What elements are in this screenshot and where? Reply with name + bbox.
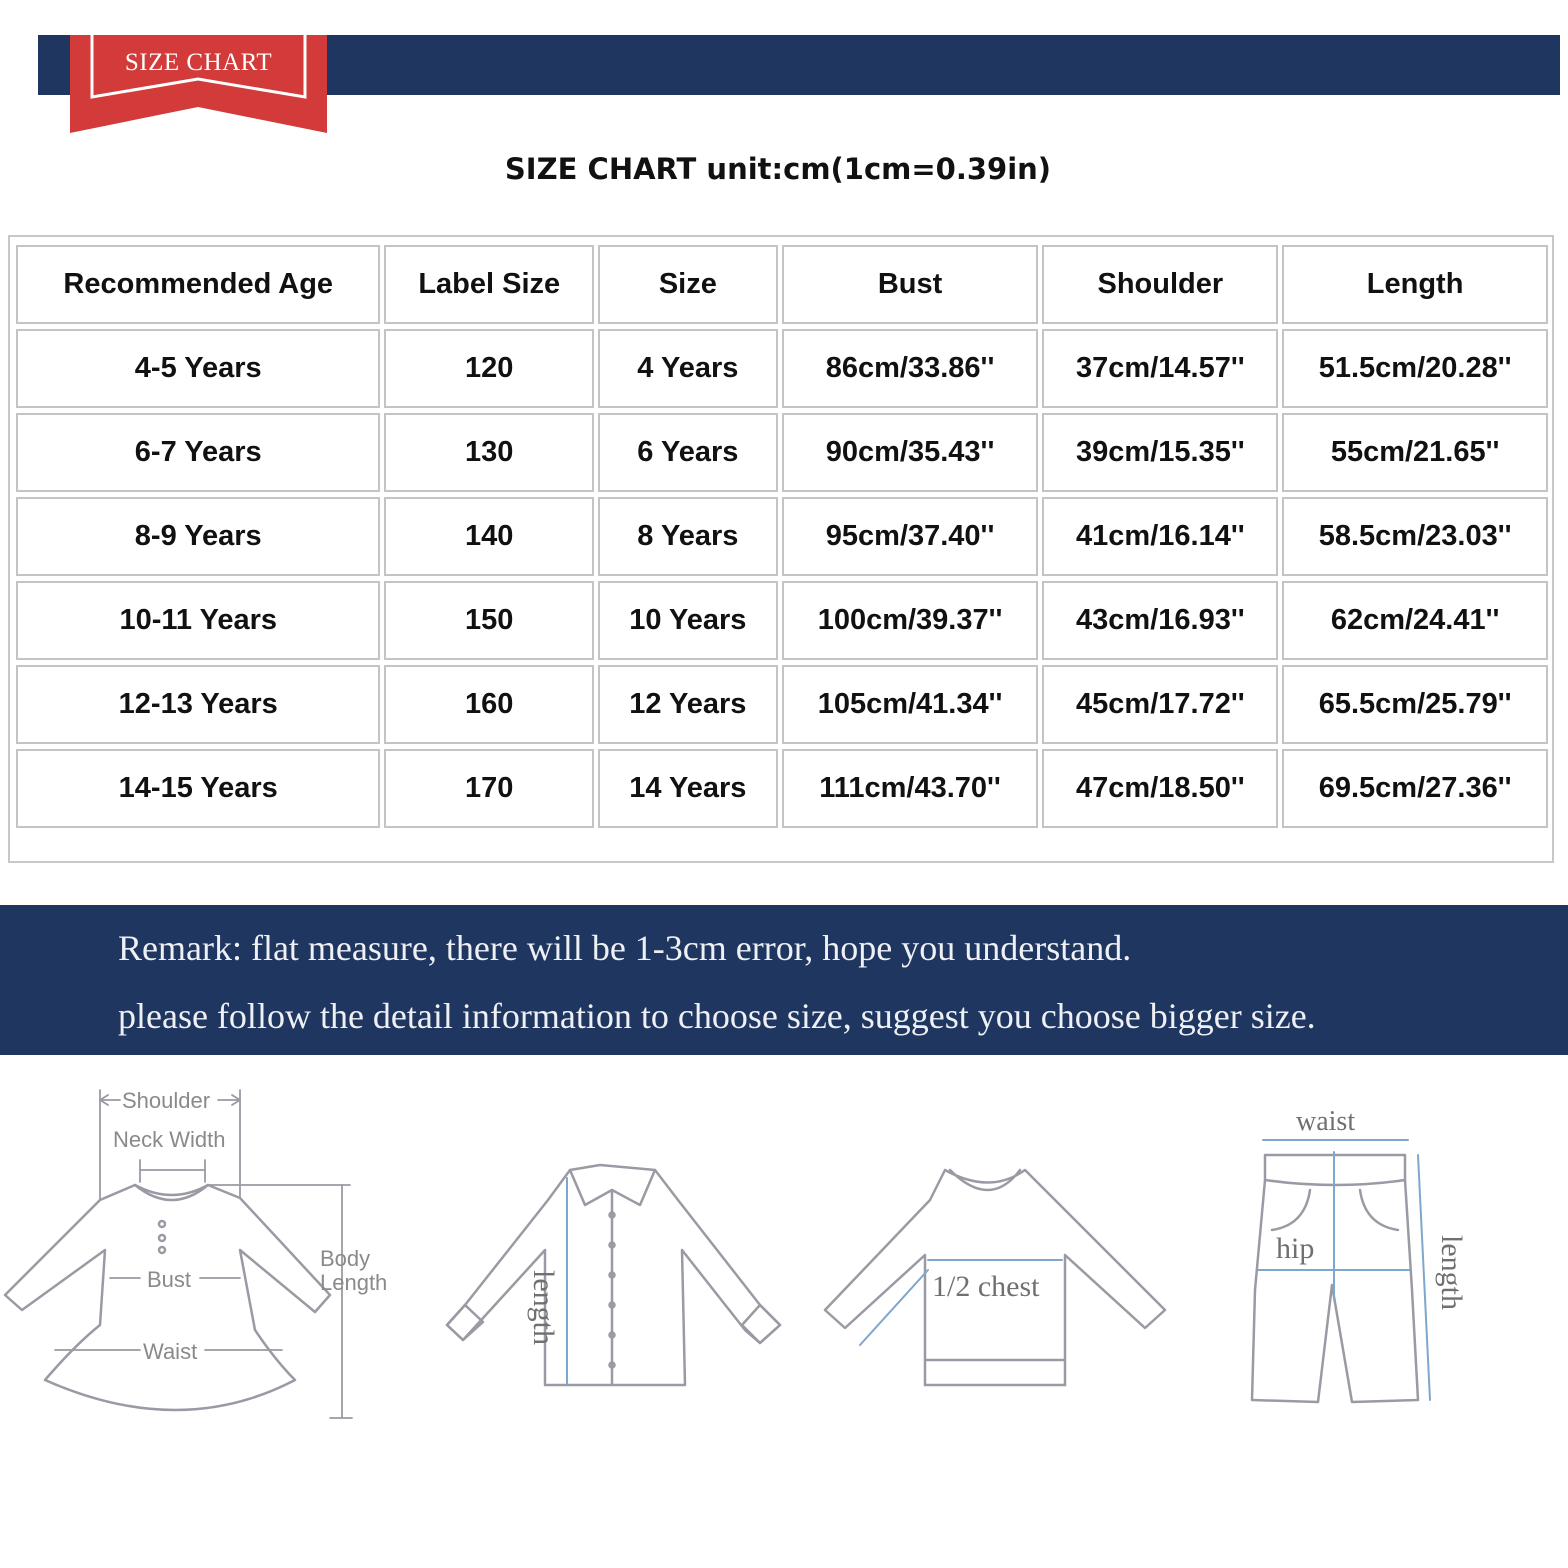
table-row — [16, 581, 1548, 660]
dress-shoulder-label: Shoulder — [122, 1088, 211, 1113]
table-cell: 12-13 Years — [16, 665, 380, 744]
table-cell: 160 — [384, 665, 594, 744]
table-cell: 14-15 Years — [16, 749, 380, 828]
table-cell: 6-7 Years — [16, 413, 380, 492]
remark-line-2: please follow the detail information to choose size, suggest you choose bigger size. — [118, 996, 1316, 1036]
dress-body-length-label-2: Length — [320, 1270, 388, 1295]
table-header-row — [16, 245, 1548, 324]
table-cell: 47cm/18.50'' — [1042, 749, 1278, 828]
table-cell: 105cm/41.34'' — [782, 665, 1039, 744]
dress-body-length-label-1: Body — [320, 1246, 371, 1271]
table-cell: 43cm/16.93'' — [1042, 581, 1278, 660]
table-cell: 10 Years — [598, 581, 778, 660]
table-cell: 100cm/39.37'' — [782, 581, 1039, 660]
dress-bust-label: Bust — [147, 1267, 192, 1292]
size-table-frame — [8, 235, 1554, 863]
table-cell: 69.5cm/27.36'' — [1282, 749, 1548, 828]
table-row — [16, 749, 1548, 828]
column-header: Recommended Age — [16, 245, 380, 324]
size-table — [12, 240, 1552, 833]
table-row — [16, 329, 1548, 408]
measurement-diagrams — [0, 1060, 1568, 1500]
table-row — [16, 665, 1548, 744]
table-cell: 55cm/21.65'' — [1282, 413, 1548, 492]
column-header: Shoulder — [1042, 245, 1278, 324]
table-cell: 90cm/35.43'' — [782, 413, 1039, 492]
table-cell: 65.5cm/25.79'' — [1282, 665, 1548, 744]
table-cell: 6 Years — [598, 413, 778, 492]
shirt-diagram — [447, 1165, 780, 1385]
dress-waist-label: Waist — [143, 1339, 198, 1364]
dress-neck-width-label: Neck Width — [113, 1127, 226, 1152]
table-cell: 8-9 Years — [16, 497, 380, 576]
table-cell: 130 — [384, 413, 594, 492]
table-cell: 41cm/16.14'' — [1042, 497, 1278, 576]
table-cell: 150 — [384, 581, 594, 660]
remark-line-1: Remark: flat measure, there will be 1-3cm error, hope you understand. — [118, 928, 1132, 968]
table-cell: 10-11 Years — [16, 581, 380, 660]
table-row — [16, 497, 1548, 576]
chart-title: SIZE CHART unit:cm(1cm=0.39in) — [504, 152, 1052, 186]
table-cell: 4 Years — [598, 329, 778, 408]
sweater-chest-label: 1/2 chest — [932, 1270, 1040, 1303]
table-cell: 62cm/24.41'' — [1282, 581, 1548, 660]
pants-waist-label: waist — [1296, 1106, 1356, 1137]
column-header: Size — [598, 245, 778, 324]
table-cell: 95cm/37.40'' — [782, 497, 1039, 576]
column-header: Label Size — [384, 245, 594, 324]
table-cell: 58.5cm/23.03'' — [1282, 497, 1548, 576]
table-cell: 45cm/17.72'' — [1042, 665, 1278, 744]
table-cell: 86cm/33.86'' — [782, 329, 1039, 408]
table-cell: 8 Years — [598, 497, 778, 576]
remark-band — [0, 905, 1568, 1055]
table-row — [16, 413, 1548, 492]
table-cell: 51.5cm/20.28'' — [1282, 329, 1548, 408]
shirt-length-label: length — [527, 1270, 560, 1345]
pants-diagram — [1252, 1140, 1430, 1402]
table-cell: 140 — [384, 497, 594, 576]
table-cell: 39cm/15.35'' — [1042, 413, 1278, 492]
badge-label: SIZE CHART — [124, 49, 273, 76]
table-cell: 170 — [384, 749, 594, 828]
table-cell: 4-5 Years — [16, 329, 380, 408]
column-header: Bust — [782, 245, 1039, 324]
table-cell: 37cm/14.57'' — [1042, 329, 1278, 408]
table-cell: 14 Years — [598, 749, 778, 828]
column-header: Length — [1282, 245, 1548, 324]
size-chart-badge — [70, 35, 327, 133]
table-cell: 120 — [384, 329, 594, 408]
table-cell: 111cm/43.70'' — [782, 749, 1039, 828]
pants-length-label: length — [1435, 1235, 1468, 1310]
pants-hip-label: hip — [1276, 1232, 1315, 1265]
table-cell: 12 Years — [598, 665, 778, 744]
